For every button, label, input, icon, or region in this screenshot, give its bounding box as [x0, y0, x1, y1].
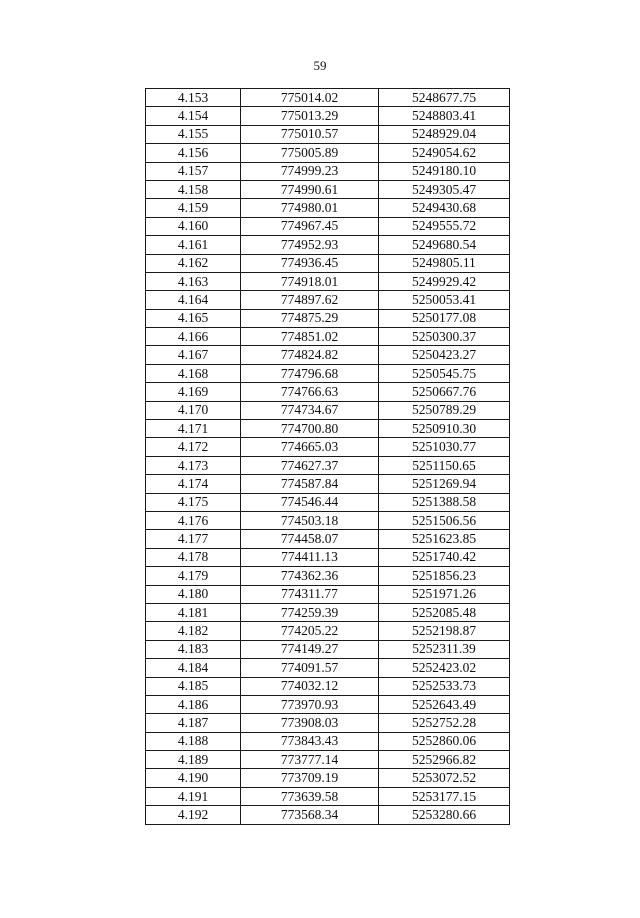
point-id-cell: 4.176 — [146, 511, 241, 529]
table-row — [146, 236, 510, 254]
point-id-cell: 4.169 — [146, 383, 241, 401]
x-coordinate-cell: 774205.22 — [241, 622, 379, 640]
y-coordinate-cell: 5252085.48 — [379, 603, 510, 621]
table-row — [146, 787, 510, 805]
point-id-cell: 4.154 — [146, 107, 241, 125]
x-coordinate-cell: 773568.34 — [241, 806, 379, 824]
x-coordinate-cell: 774918.01 — [241, 272, 379, 290]
y-coordinate-cell: 5251269.94 — [379, 475, 510, 493]
x-coordinate-cell: 773843.43 — [241, 732, 379, 750]
y-coordinate-cell: 5251030.77 — [379, 438, 510, 456]
table-row — [146, 162, 510, 180]
x-coordinate-cell: 774091.57 — [241, 659, 379, 677]
table-row — [146, 640, 510, 658]
point-id-cell: 4.168 — [146, 364, 241, 382]
table-row — [146, 475, 510, 493]
table-row — [146, 420, 510, 438]
point-id-cell: 4.192 — [146, 806, 241, 824]
point-id-cell: 4.165 — [146, 309, 241, 327]
point-id-cell: 4.187 — [146, 714, 241, 732]
y-coordinate-cell: 5249555.72 — [379, 217, 510, 235]
y-coordinate-cell: 5249180.10 — [379, 162, 510, 180]
table-row — [146, 622, 510, 640]
x-coordinate-cell: 773639.58 — [241, 787, 379, 805]
page-number: 59 — [313, 58, 327, 73]
y-coordinate-cell: 5251856.23 — [379, 567, 510, 585]
table-row — [146, 659, 510, 677]
x-coordinate-cell: 774936.45 — [241, 254, 379, 272]
table-row — [146, 603, 510, 621]
y-coordinate-cell: 5249929.42 — [379, 272, 510, 290]
y-coordinate-cell: 5250545.75 — [379, 364, 510, 382]
y-coordinate-cell: 5251623.85 — [379, 530, 510, 548]
table-row — [146, 107, 510, 125]
table-row — [146, 677, 510, 695]
point-id-cell: 4.159 — [146, 199, 241, 217]
point-id-cell: 4.188 — [146, 732, 241, 750]
x-coordinate-cell: 774824.82 — [241, 346, 379, 364]
point-id-cell: 4.185 — [146, 677, 241, 695]
x-coordinate-cell: 774999.23 — [241, 162, 379, 180]
y-coordinate-cell: 5250300.37 — [379, 328, 510, 346]
point-id-cell: 4.189 — [146, 751, 241, 769]
x-coordinate-cell: 773970.93 — [241, 695, 379, 713]
point-id-cell: 4.157 — [146, 162, 241, 180]
y-coordinate-cell: 5250423.27 — [379, 346, 510, 364]
table-row — [146, 769, 510, 787]
y-coordinate-cell: 5249805.11 — [379, 254, 510, 272]
y-coordinate-cell: 5252752.28 — [379, 714, 510, 732]
y-coordinate-cell: 5252533.73 — [379, 677, 510, 695]
y-coordinate-cell: 5251740.42 — [379, 548, 510, 566]
table-row — [146, 180, 510, 198]
x-coordinate-cell: 774458.07 — [241, 530, 379, 548]
y-coordinate-cell: 5253280.66 — [379, 806, 510, 824]
y-coordinate-cell: 5251150.65 — [379, 456, 510, 474]
x-coordinate-cell: 773709.19 — [241, 769, 379, 787]
y-coordinate-cell: 5251506.56 — [379, 511, 510, 529]
point-id-cell: 4.179 — [146, 567, 241, 585]
table-row — [146, 383, 510, 401]
y-coordinate-cell: 5253177.15 — [379, 787, 510, 805]
table-row — [146, 456, 510, 474]
table-row — [146, 364, 510, 382]
point-id-cell: 4.162 — [146, 254, 241, 272]
table-row — [146, 493, 510, 511]
table-row — [146, 806, 510, 824]
x-coordinate-cell: 774627.37 — [241, 456, 379, 474]
y-coordinate-cell: 5252860.06 — [379, 732, 510, 750]
table-row — [146, 346, 510, 364]
x-coordinate-cell: 774411.13 — [241, 548, 379, 566]
table-row — [146, 199, 510, 217]
x-coordinate-cell: 774952.93 — [241, 236, 379, 254]
point-id-cell: 4.170 — [146, 401, 241, 419]
x-coordinate-cell: 774546.44 — [241, 493, 379, 511]
point-id-cell: 4.160 — [146, 217, 241, 235]
point-id-cell: 4.156 — [146, 144, 241, 162]
x-coordinate-cell: 774990.61 — [241, 180, 379, 198]
table-row — [146, 254, 510, 272]
x-coordinate-cell: 774587.84 — [241, 475, 379, 493]
x-coordinate-cell: 774362.36 — [241, 567, 379, 585]
table-row — [146, 217, 510, 235]
point-id-cell: 4.166 — [146, 328, 241, 346]
table-row — [146, 548, 510, 566]
y-coordinate-cell: 5250667.76 — [379, 383, 510, 401]
y-coordinate-cell: 5248803.41 — [379, 107, 510, 125]
table-row — [146, 438, 510, 456]
y-coordinate-cell: 5250910.30 — [379, 420, 510, 438]
point-id-cell: 4.167 — [146, 346, 241, 364]
point-id-cell: 4.184 — [146, 659, 241, 677]
coordinates-table — [145, 88, 510, 825]
x-coordinate-cell: 774032.12 — [241, 677, 379, 695]
y-coordinate-cell: 5249054.62 — [379, 144, 510, 162]
x-coordinate-cell: 774766.63 — [241, 383, 379, 401]
x-coordinate-cell: 774796.68 — [241, 364, 379, 382]
table-row — [146, 695, 510, 713]
y-coordinate-cell: 5250789.29 — [379, 401, 510, 419]
y-coordinate-cell: 5252966.82 — [379, 751, 510, 769]
y-coordinate-cell: 5248929.04 — [379, 125, 510, 143]
point-id-cell: 4.186 — [146, 695, 241, 713]
x-coordinate-cell: 775014.02 — [241, 89, 379, 107]
point-id-cell: 4.164 — [146, 291, 241, 309]
point-id-cell: 4.175 — [146, 493, 241, 511]
x-coordinate-cell: 774259.39 — [241, 603, 379, 621]
point-id-cell: 4.191 — [146, 787, 241, 805]
x-coordinate-cell: 774149.27 — [241, 640, 379, 658]
x-coordinate-cell: 774665.03 — [241, 438, 379, 456]
x-coordinate-cell: 774875.29 — [241, 309, 379, 327]
point-id-cell: 4.190 — [146, 769, 241, 787]
point-id-cell: 4.171 — [146, 420, 241, 438]
y-coordinate-cell: 5248677.75 — [379, 89, 510, 107]
point-id-cell: 4.158 — [146, 180, 241, 198]
table-row — [146, 567, 510, 585]
y-coordinate-cell: 5249680.54 — [379, 236, 510, 254]
x-coordinate-cell: 774503.18 — [241, 511, 379, 529]
table-row — [146, 89, 510, 107]
y-coordinate-cell: 5251971.26 — [379, 585, 510, 603]
x-coordinate-cell: 774980.01 — [241, 199, 379, 217]
y-coordinate-cell: 5249430.68 — [379, 199, 510, 217]
y-coordinate-cell: 5252198.87 — [379, 622, 510, 640]
point-id-cell: 4.161 — [146, 236, 241, 254]
table-row — [146, 144, 510, 162]
y-coordinate-cell: 5252311.39 — [379, 640, 510, 658]
point-id-cell: 4.163 — [146, 272, 241, 290]
table-row — [146, 309, 510, 327]
table-row — [146, 714, 510, 732]
table-row — [146, 401, 510, 419]
x-coordinate-cell: 775013.29 — [241, 107, 379, 125]
point-id-cell: 4.183 — [146, 640, 241, 658]
point-id-cell: 4.174 — [146, 475, 241, 493]
table-row — [146, 585, 510, 603]
point-id-cell: 4.173 — [146, 456, 241, 474]
table-row — [146, 530, 510, 548]
table-row — [146, 125, 510, 143]
x-coordinate-cell: 774897.62 — [241, 291, 379, 309]
point-id-cell: 4.178 — [146, 548, 241, 566]
point-id-cell: 4.153 — [146, 89, 241, 107]
x-coordinate-cell: 775010.57 — [241, 125, 379, 143]
point-id-cell: 4.180 — [146, 585, 241, 603]
y-coordinate-cell: 5249305.47 — [379, 180, 510, 198]
y-coordinate-cell: 5253072.52 — [379, 769, 510, 787]
table-row — [146, 328, 510, 346]
x-coordinate-cell: 774311.77 — [241, 585, 379, 603]
x-coordinate-cell: 774700.80 — [241, 420, 379, 438]
x-coordinate-cell: 773908.03 — [241, 714, 379, 732]
y-coordinate-cell: 5251388.58 — [379, 493, 510, 511]
point-id-cell: 4.182 — [146, 622, 241, 640]
y-coordinate-cell: 5250177.08 — [379, 309, 510, 327]
table-row — [146, 291, 510, 309]
x-coordinate-cell: 774734.67 — [241, 401, 379, 419]
y-coordinate-cell: 5252643.49 — [379, 695, 510, 713]
point-id-cell: 4.155 — [146, 125, 241, 143]
y-coordinate-cell: 5250053.41 — [379, 291, 510, 309]
table-row — [146, 511, 510, 529]
x-coordinate-cell: 774967.45 — [241, 217, 379, 235]
point-id-cell: 4.181 — [146, 603, 241, 621]
y-coordinate-cell: 5252423.02 — [379, 659, 510, 677]
point-id-cell: 4.172 — [146, 438, 241, 456]
table-row — [146, 751, 510, 769]
point-id-cell: 4.177 — [146, 530, 241, 548]
table-row — [146, 272, 510, 290]
table-row — [146, 732, 510, 750]
x-coordinate-cell: 774851.02 — [241, 328, 379, 346]
x-coordinate-cell: 775005.89 — [241, 144, 379, 162]
x-coordinate-cell: 773777.14 — [241, 751, 379, 769]
coordinates-table-body — [146, 89, 510, 825]
